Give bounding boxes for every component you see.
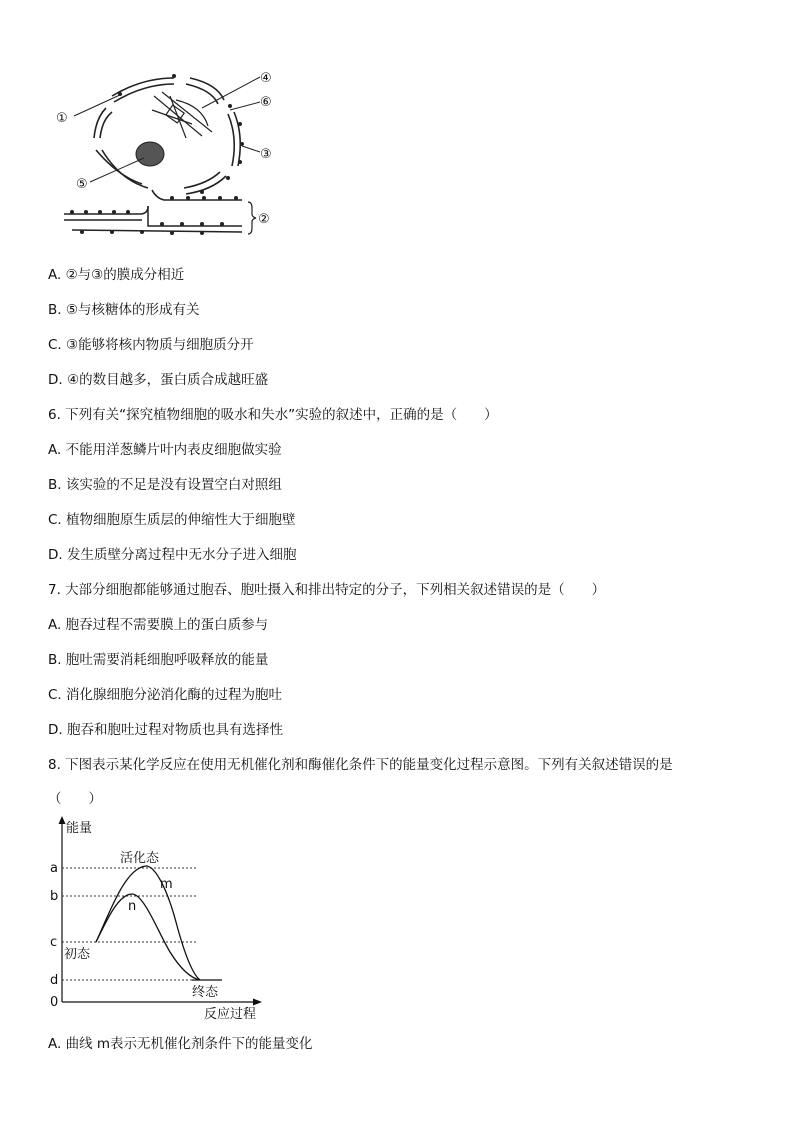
q6-option-a: A. 不能用洋葱鳞片叶内表皮细胞做实验 [48, 442, 282, 458]
label-4: ④ [260, 71, 272, 86]
q5-option-a: A. ②与③的膜成分相近 [48, 267, 185, 283]
q7-option-d: D. 胞吞和胞吐过程对物质也具有选择性 [48, 722, 283, 738]
q6-option-c: C. 植物细胞原生质层的伸缩性大于细胞壁 [48, 512, 296, 528]
curve-label-m: m [160, 877, 173, 892]
q7-stem: 7. 大部分细胞都能够通过胞吞、胞吐摄入和排出特定的分子，下列相关叙述错误的是（ ） [48, 582, 606, 598]
level-c: c [50, 935, 58, 950]
q5-option-b: B. ⑤与核糖体的形成有关 [48, 302, 200, 318]
x-axis-arrow [253, 999, 262, 1006]
label-2: ② [258, 212, 270, 227]
er-ribosome-dots [70, 196, 238, 235]
q7-option-b: B. 胞吐需要消耗细胞呼吸释放的能量 [48, 652, 269, 668]
level-lines [62, 868, 220, 980]
q8-stem: 8. 下图表示某化学反应在使用无机催化剂和酶催化条件下的能量变化过程示意图。下列有关叙述错误的是 [48, 757, 673, 773]
q8-stem-continuation: （ ） [48, 791, 102, 807]
q6-stem: 6. 下列有关“探究植物细胞的吸水和失水”实验的叙述中，正确的是（ ） [48, 407, 498, 423]
y-axis-arrow [59, 816, 66, 824]
label-initial-state: 初态 [64, 947, 91, 962]
label-final-state: 终态 [192, 985, 219, 1000]
curve-label-n: n [128, 899, 137, 914]
chromatin [152, 92, 212, 138]
level-a: a [50, 861, 58, 876]
level-b: b [50, 889, 59, 904]
q5-option-d: D. ④的数目越多，蛋白质合成越旺盛 [48, 372, 269, 388]
q6-option-d: D. 发生质壁分离过程中无水分子进入细胞 [48, 547, 297, 563]
energy-diagram [40, 812, 280, 1024]
nucleolus [136, 142, 164, 166]
x-axis-label: 反应过程 [204, 1007, 257, 1022]
label-1: ① [56, 111, 68, 126]
endoplasmic-reticulum [64, 190, 242, 232]
label-6: ⑥ [260, 95, 272, 110]
y-axis-label: 能量 [66, 821, 93, 836]
q7-option-a: A. 胞吞过程不需要膜上的蛋白质参与 [48, 617, 269, 633]
label-active-state: 活化态 [120, 851, 160, 866]
q8-option-a: A. 曲线 m表示无机催化剂条件下的能量变化 [48, 1036, 313, 1052]
cell-structure-diagram [52, 66, 282, 238]
q5-option-c: C. ③能够将核内物质与细胞质分开 [48, 337, 254, 353]
curve-m [96, 866, 200, 980]
level-d: d [50, 973, 59, 988]
q7-option-c: C. 消化腺细胞分泌消化酶的过程为胞吐 [48, 687, 283, 703]
brace [248, 202, 256, 234]
q6-option-b: B. 该实验的不足是没有设置空白对照组 [48, 477, 282, 493]
level-0: 0 [50, 995, 59, 1010]
label-3: ③ [260, 147, 272, 162]
label-5: ⑤ [76, 177, 88, 192]
